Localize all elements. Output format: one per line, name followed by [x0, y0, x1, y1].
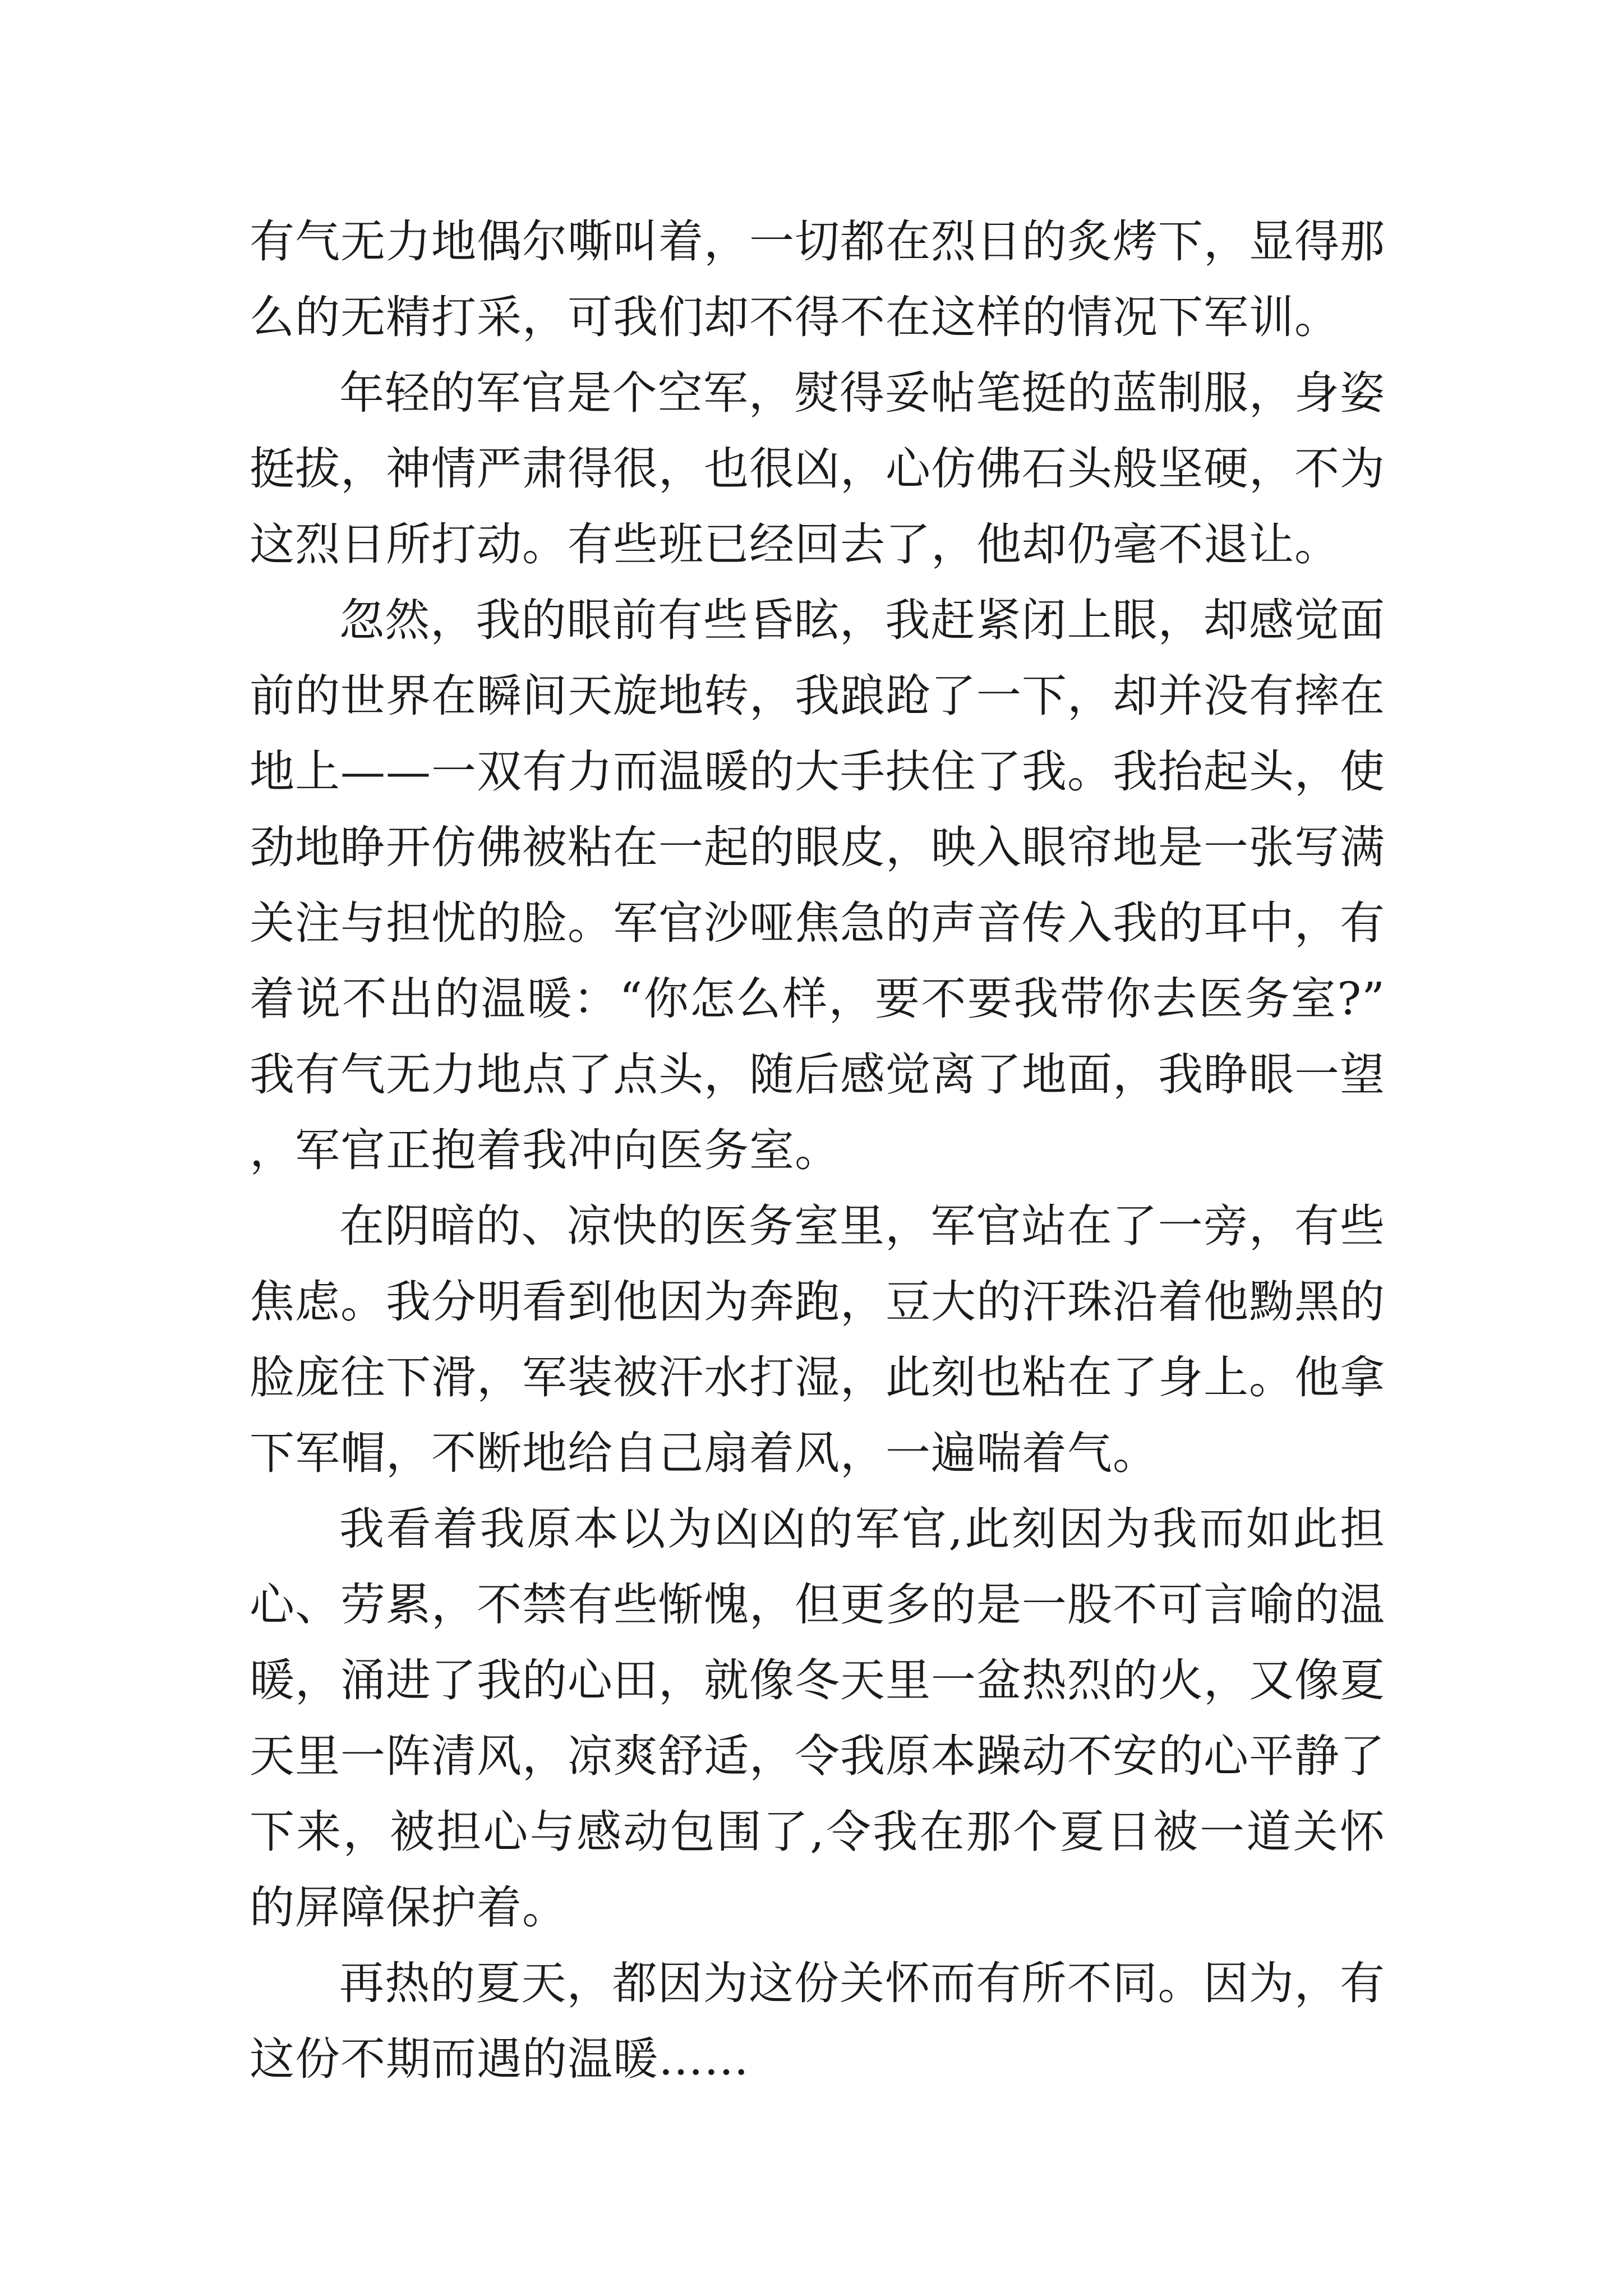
paragraph-4: 在阴暗的、凉快的医务室里，军官站在了一旁，有些焦虑。我分明看到他因为奔跑，豆大的汗珠沿着他黝黑的脸庞往下滑，军装被汗水打湿，此刻也粘在了身上。他拿下军帽，不断地给自己扇着风，一遍喘着气。: [250, 1200, 1385, 1479]
paragraph-6: 再热的夏天，都因为这份关怀而有所不同。因为，有这份不期而遇的温暖……: [250, 1957, 1385, 2085]
paragraph-1: 有气无力地偶尔嘶叫着，一切都在烈日的炙烤下，显得那么的无精打采，可我们却不得不在这样的情况下军训。: [250, 215, 1385, 343]
essay-body: [250, 204, 1385, 2097]
paragraph-2: 年轻的军官是个空军，熨得妥帖笔挺的蓝制服，身姿挺拔，神情严肃得很，也很凶，心仿佛石头般坚硬，不为这烈日所打动。有些班已经回去了，他却仍毫不退让。: [250, 367, 1385, 570]
paragraph-5: 我看着我原本以为凶凶的军官,此刻因为我而如此担心、劳累，不禁有些惭愧，但更多的是一股不可言喻的温暖，涌进了我的心田，就像冬天里一盆热烈的火，又像夏天里一阵清风，凉爽舒适，令我原本躁动不安的心平静了下来，被担心与感动包围了,令我在那个夏日被一道关怀的屏障保护着。: [250, 1503, 1385, 1934]
paragraph-3: 忽然，我的眼前有些昏眩，我赶紧闭上眼，却感觉面前的世界在瞬间天旋地转，我踉跄了一下，却并没有摔在地上——一双有力而温暖的大手扶住了我。我抬起头，使劲地睁开仿佛被粘在一起的眼皮，映入眼帘地是一张写满关注与担忧的脸。军官沙哑焦急的声音传入我的耳中，有着说不出的温暖：“你怎么样，要不要我带你去医务室?”我有气无力地点了点头，随后感觉离了地面，我睁眼一望，军官正抱着我冲向医务室。: [250, 594, 1385, 1176]
